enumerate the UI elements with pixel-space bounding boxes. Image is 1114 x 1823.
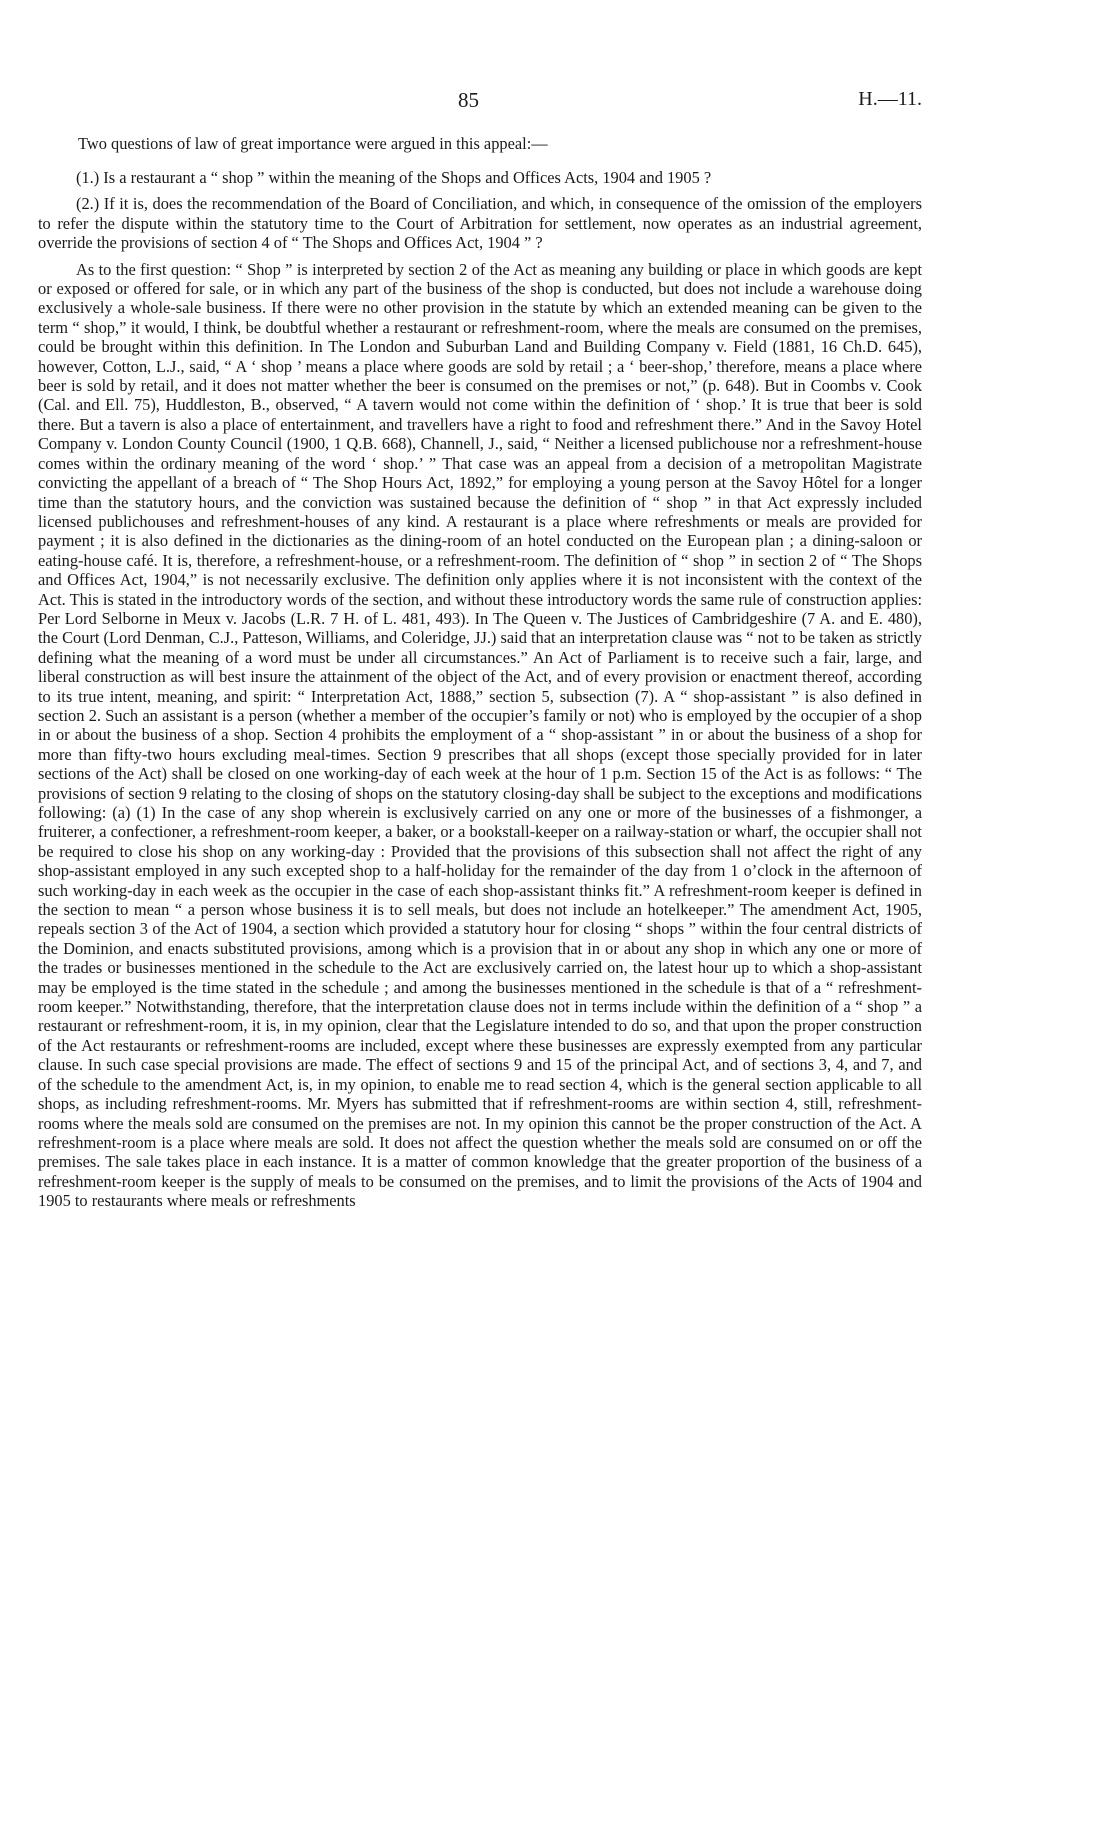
document-page	[38, 88, 922, 1218]
paragraph-question-1: (1.) Is a restaurant a “ shop ” within the meaning of the Shops and Offices Acts, 1904 and 1905 ?	[76, 168, 712, 187]
paragraph-question-2: (2.) If it is, does the recommendation of the Board of Conciliation, and which, in consequence of the omission of the employers to refer the dispute within the statutory time to the Court of Arbitration for settlement, now operates as an industrial agreement, override the provisions of section 4 of “ The Shops and Offices Act, 1904 ” ?	[38, 194, 922, 253]
series-reference: H.—11.	[858, 88, 922, 110]
paragraph-first-question-discussion: As to the first question: “ Shop ” is interpreted by section 2 of the Act as meaning any building or place in which goods are kept or exposed or offered for sale, or in which any part of the business of the shop is conducted, but does not include a warehouse doing exclusively a whole-sale business. If there were no other provision in the statute by which an extended meaning can be given to the term “ shop,” it would, I think, be doubtful whether a restaurant or refreshment-room, where the meals are consumed on the premises, could be brought within this definition. In The London and Suburban Land and Building Company v. Field (1881, 16 Ch.D. 645), however, Cotton, L.J., said, “ A ‘ shop ’ means a place where goods are sold by retail ; a ‘ beer-shop,’ therefore, means a place where beer is sold by retail, and it does not matter whether the beer is consumed on the premises or not,” (p. 648). But in Coombs v. Cook (Cal. and Ell. 75), Huddleston, B., observed, “ A tavern would not come within the definition of ‘ shop.’ It is true that beer is sold there. But a tavern is also a place of entertainment, and travellers have a right to food and refreshment there.” And in the Savoy Hotel Company v. London County Council (1900, 1 Q.B. 668), Channell, J., said, “ Neither a licensed publichouse nor a refreshment-house comes within the ordinary meaning of the word ‘ shop.’ ” That case was an appeal from a decision of a metropolitan Magistrate convicting the appellant of a breach of “ The Shop Hours Act, 1892,” for employing a young person at the Savoy Hôtel for a longer time than the statutory hours, and the conviction was sustained because the definition of “ shop ” in that Act expressly included licensed publichouses and refreshment-houses of any kind. A restaurant is a place where refreshments or meals are provided for payment ; it is also defined in the dictionaries as the dining-room of an hotel conducted on the European plan ; a dining-saloon or eating-house café. It is, therefore, a refreshment-house, or a refreshment-room. The definition of “ shop ” in section 2 of “ The Shops and Offices Act, 1904,” is not necessarily exclusive. The definition only applies where it is not inconsistent with the context of the Act. This is stated in the introductory words of the section, and without these introductory words the same rule of construction applies: Per Lord Selborne in Meux v. Jacobs (L.R. 7 H. of L. 481, 493). In The Queen v. The Justices of Cambridgeshire (7 A. and E. 480), the Court (Lord Denman, C.J., Patteson, Williams, and Coleridge, JJ.) said that an interpretation clause was “ not to be taken as strictly defining what the meaning of a word must be under all circumstances.” An Act of Parliament is to receive such a fair, large, and liberal construction as will best insure the attainment of the object of the Act, and of every provision or enactment thereof, according to its true intent, meaning, and spirit: “ Interpretation Act, 1888,” section 5, subsection (7). A “ shop-assistant ” is also defined in section 2. Such an assistant is a person (whether a member of the occupier’s family or not) who is employed by the occupier of a shop in or about the business of a shop. Section 4 prohibits the employment of a “ shop-assistant ” in or about the business of a shop for more than fifty-two hours excluding meal-times. Section 9 prescribes that all shops (except those specially provided for in later sections of the Act) shall be closed on one working-day of each week at the hour of 1 p.m. Section 15 of the Act is as follows: “ The provisions of section 9 relating to the closing of shops on the statutory closing-day shall be subject to the exceptions and modifications following: (a) (1) In the case of any shop wherein is exclusively carried on any one or more of the businesses of a fishmonger, a fruiterer, a confectioner, a refreshment-room keeper, a baker, or a bookstall-keeper on a railway-station or wharf, the occupier shall not be required to close his shop on any working-day : Provided that the provisions of this subsection shall not affect the right of any shop-assistant employed in any such excepted shop to a half-holiday for the remainder of the day from 1 o’clock in the afternoon of such working-day in each week as the occupier in the case of each shop-assistant thinks fit.” A refreshment-room keeper is defined in the section to mean “ a person whose business it is to sell meals, but does not include an hotelkeeper.” The amendment Act, 1905, repeals section 3 of the Act of 1904, a section which provided a statutory hour for closing “ shops ” within the four central districts of the Dominion, and enacts substituted provisions, among which is a provision that in or about any shop in which any one or more of the trades or businesses mentioned in the schedule to the Act are exclusively carried on, the latest hour up to which a shop-assistant may be employed is the time stated in the schedule ; and among the businesses mentioned in the schedule is that of a “ refreshment-room keeper.” Notwithstanding, therefore, that the interpretation clause does not in terms include within the definition of a “ shop ” a restaurant or refreshment-room, it is, in my opinion, clear that the Legislature intended to do so, and that upon the proper construction of the Act restaurants or refreshment-rooms are included, except where these businesses are expressly exempted from any particular clause. In such case special provisions are made. The effect of sections 9 and 15 of the principal Act, and of sections 3, 4, and 7, and of the schedule to the amendment Act, is, in my opinion, to enable me to read section 4, which is the general section applicable to all shops, as including refreshment-rooms. Mr. Myers has submitted that if refreshment-rooms are within section 4, still, refreshment-rooms where the meals sold are consumed on the premises are not. In my opinion this cannot be the proper construction of the Act. A refreshment-room is a place where meals are sold. It does not affect the question whether the meals sold are consumed on or off the premises. The sale takes place in each instance. It is a matter of common knowledge that the greater proportion of the business of a refreshment-room keeper is the supply of meals to be consumed on the premises, and to limit the provisions of the Acts of 1904 and 1905 to restaurants where meals or refreshments	[38, 259, 922, 1211]
page-number: 85	[458, 88, 479, 112]
page-header	[38, 88, 922, 128]
lead-sentence: Two questions of law of great importance were argued in this appeal:—	[78, 134, 548, 153]
